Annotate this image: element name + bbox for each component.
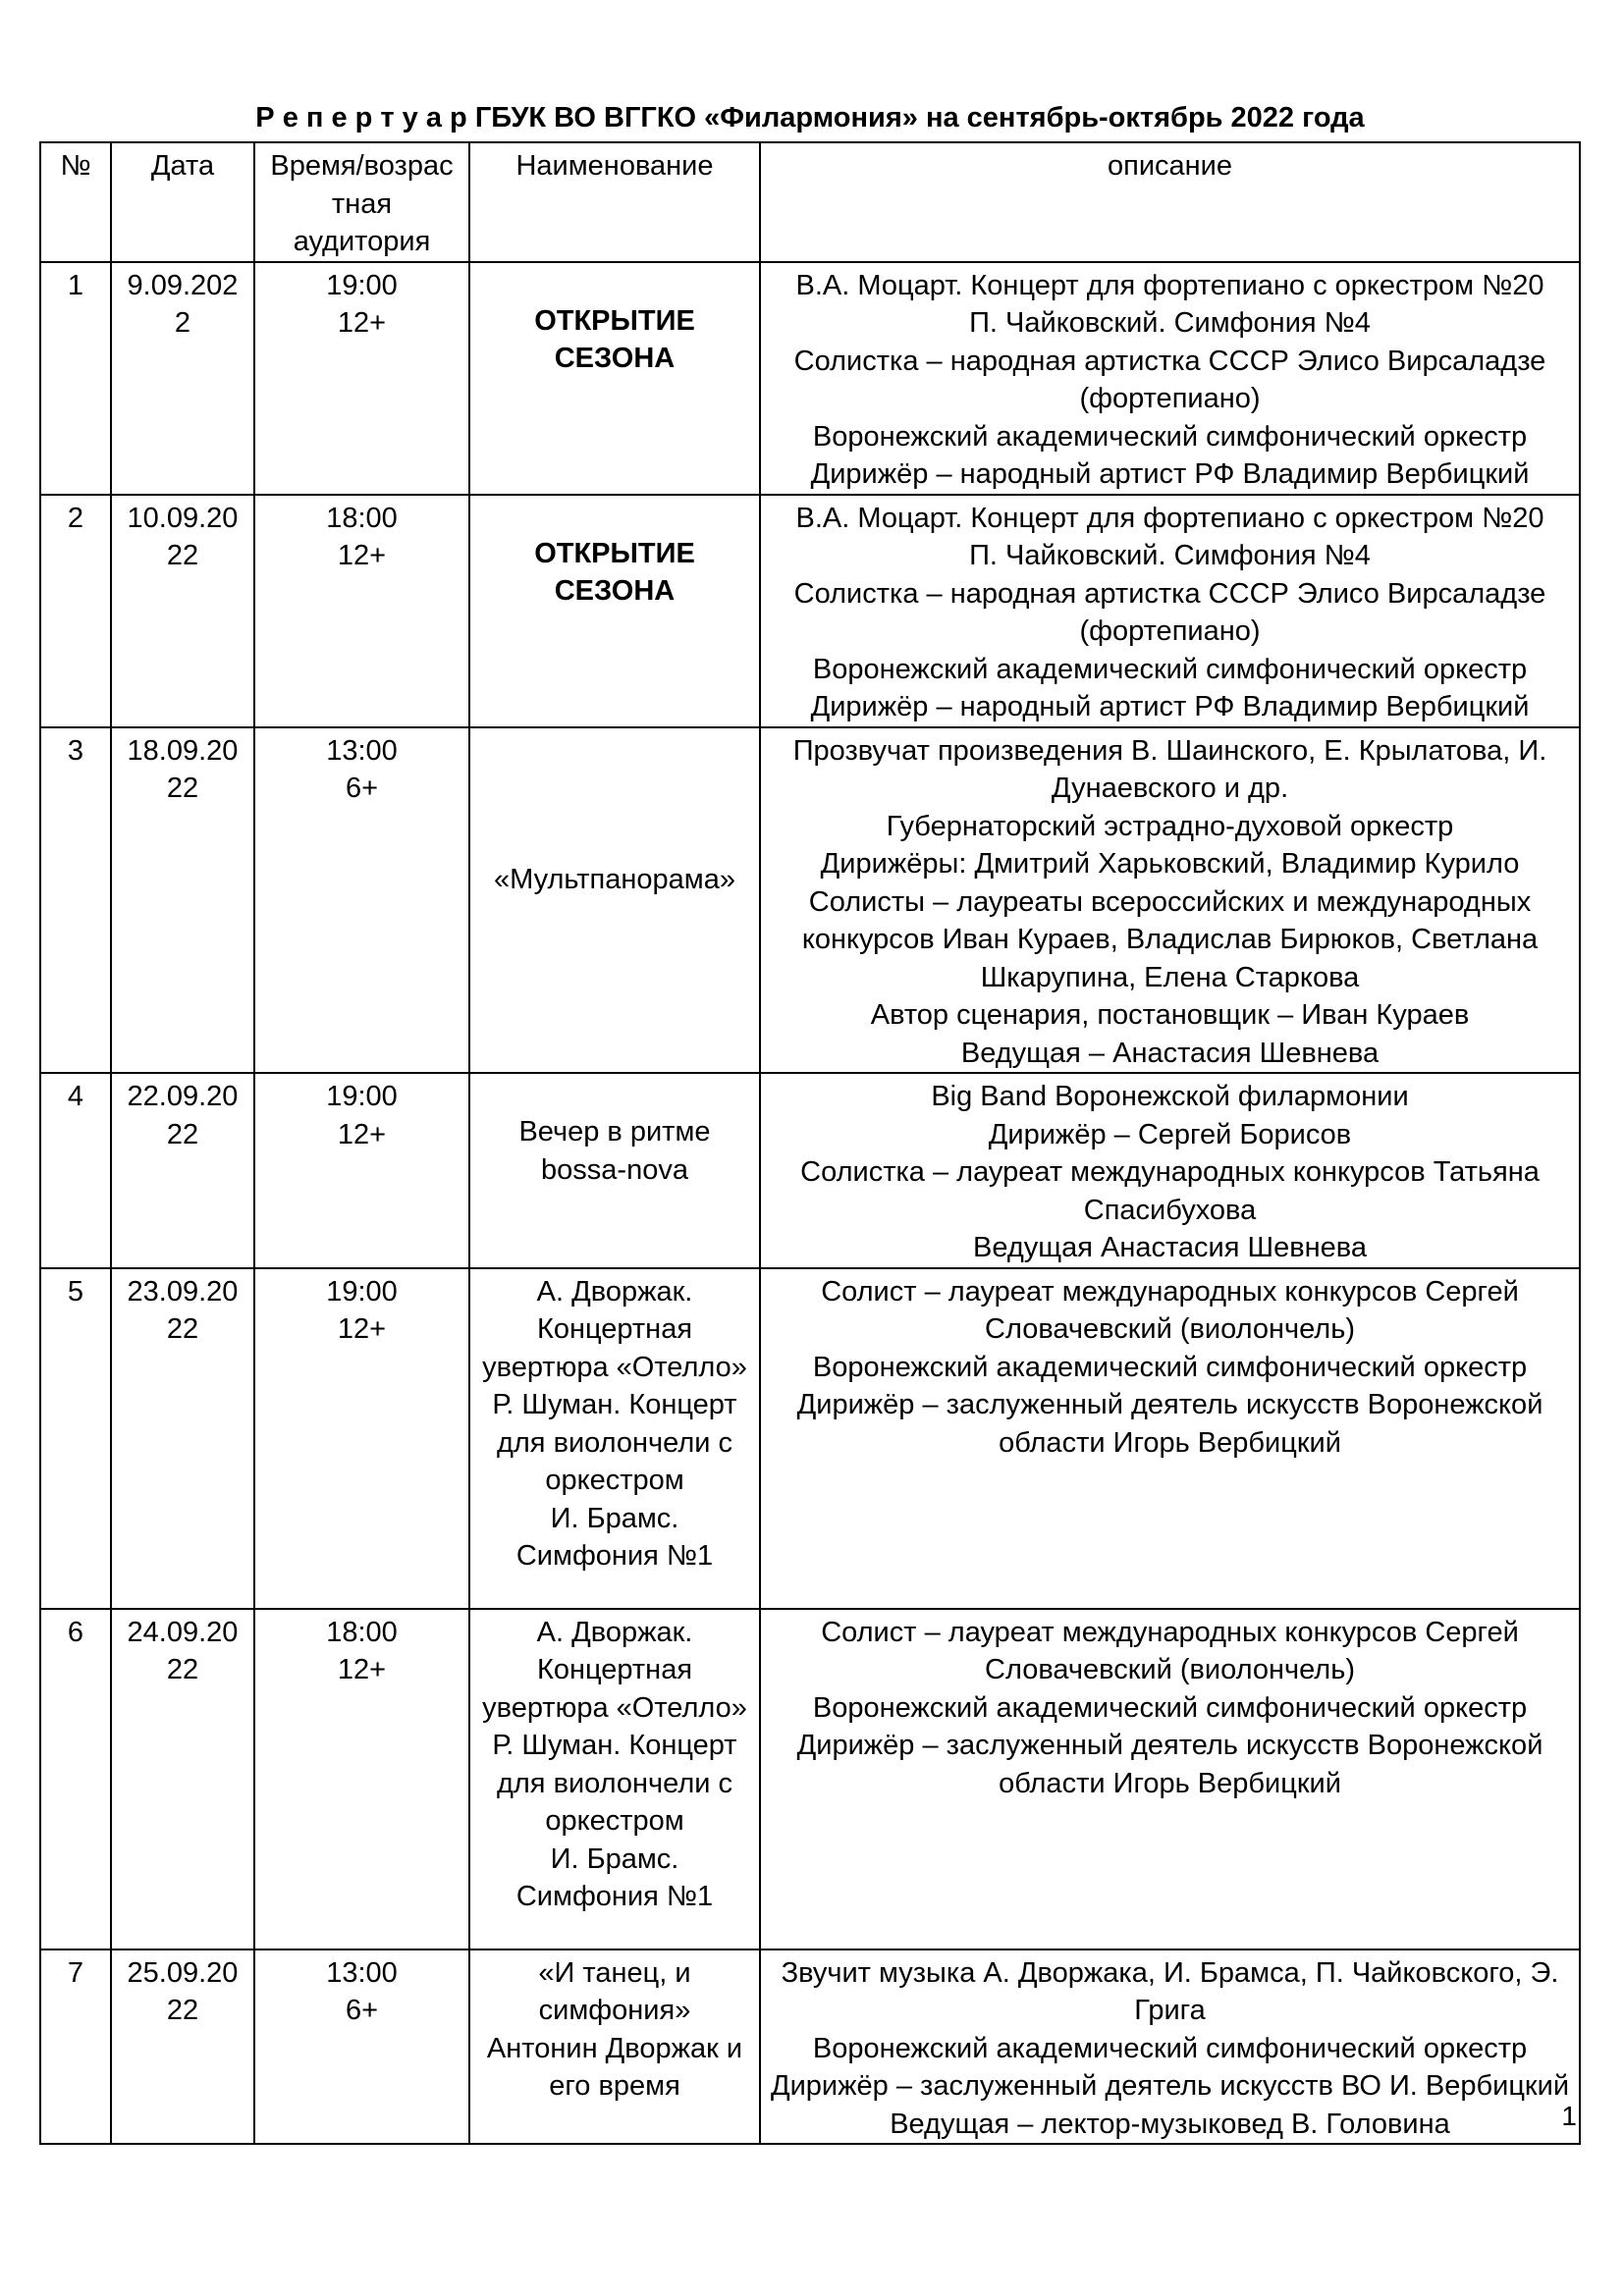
time-line: 18:00 xyxy=(326,1616,398,1648)
header-date: Дата xyxy=(111,142,254,262)
date-cell xyxy=(111,262,254,495)
event-name-line: Антонин Дворжак и xyxy=(486,2032,743,2064)
time-line: 18:00 xyxy=(326,502,398,534)
event-name-line: Симфония №1 xyxy=(515,1540,714,1572)
date-line: 24.09.20 xyxy=(127,1616,239,1648)
time-age-cell xyxy=(254,1609,469,1949)
description-cell xyxy=(760,495,1580,727)
row-number-cell: 4 xyxy=(40,1073,111,1268)
event-name-line: bossa-nova xyxy=(541,1153,688,1186)
description-line: области Игорь Вербицкий xyxy=(999,1767,1341,1799)
event-name-line: Р. Шуман. Концерт xyxy=(492,1730,737,1761)
date-line: 22.09.20 xyxy=(127,1081,239,1112)
description-line: Ведущая – Анастасия Шевнева xyxy=(960,1037,1380,1069)
description-line: Воронежский академический симфонический оркестр xyxy=(812,420,1528,453)
row-number-cell: 3 xyxy=(40,727,111,1074)
header-name: Наименование xyxy=(469,142,760,262)
event-name-line: Концертная xyxy=(536,1313,693,1345)
event-name-cell xyxy=(469,1268,760,1609)
description-line: Шкарупина, Елена Старкова xyxy=(980,961,1360,993)
description-line: Дирижёр – заслуженный деятель искусств Воронежской xyxy=(796,1389,1543,1420)
date-cell xyxy=(111,1073,254,1268)
event-name-line: И. Брамс. xyxy=(550,1502,679,1534)
date-line: 2 xyxy=(174,307,191,339)
description-cell xyxy=(760,262,1580,495)
description-line: Солистка – народная артистка СССР Элисо Вирсаладзе xyxy=(793,345,1546,377)
event-name-line: А. Дворжак. xyxy=(536,1275,693,1308)
event-name-cell xyxy=(469,262,760,495)
row-number-cell: 7 xyxy=(40,1949,111,2145)
date-line: 25.09.20 xyxy=(127,1956,239,1989)
event-name-line: для виолончели с xyxy=(496,1426,733,1459)
date-cell xyxy=(111,495,254,727)
description-line: Автор сценария, постановщик – Иван Кураев xyxy=(870,999,1470,1031)
description-cell xyxy=(760,1609,1580,1949)
time-line: 13:00 xyxy=(326,1956,398,1989)
date-line: 22 xyxy=(166,540,199,571)
time-line: 13:00 xyxy=(326,734,398,767)
description-line: Воронежский академический симфонический оркестр xyxy=(812,2032,1528,2064)
description-line: Прозвучат произведения В. Шаинского, Е. Крылатова, И. xyxy=(792,734,1547,767)
time-line: 12+ xyxy=(337,540,387,571)
header-num: № xyxy=(40,142,111,262)
event-name-line: СЕЗОНА xyxy=(554,575,676,607)
description-line: Воронежский академический симфонический оркестр xyxy=(812,653,1528,685)
table-row xyxy=(40,262,1580,495)
event-name-line: увертюра «Отелло» xyxy=(482,1691,747,1724)
date-line: 22 xyxy=(166,1118,199,1150)
table-row xyxy=(40,495,1580,727)
description-line: Дирижёр – заслуженный деятель искусств ВО И. Вербицкий xyxy=(770,2070,1570,2102)
event-name-line: его время xyxy=(549,2070,680,2102)
time-line: 6+ xyxy=(345,1995,379,2026)
row-number-cell: 2 xyxy=(40,495,111,727)
description-line: Словачевский (виолончель) xyxy=(985,1654,1355,1685)
event-name-line: И. Брамс. xyxy=(550,1842,679,1875)
description-line: Дирижёр – народный артист РФ Владимир Вербицкий xyxy=(810,458,1530,490)
description-line: конкурсов Иван Кураев, Владислав Бирюков, Светлана xyxy=(801,924,1539,955)
time-age-cell xyxy=(254,495,469,727)
description-line: Ведущая Анастасия Шевнева xyxy=(972,1232,1367,1263)
header-time-line: Время/возрас xyxy=(270,150,454,182)
description-line: Big Band Воронежской филармонии xyxy=(931,1081,1409,1112)
table-row xyxy=(40,1268,1580,1609)
time-line: 6+ xyxy=(345,773,379,804)
description-line: Солисты – лауреаты всероссийских и международных xyxy=(808,885,1532,918)
time-age-cell xyxy=(254,727,469,1074)
event-name-cell xyxy=(469,1073,760,1268)
description-line: Дунаевского и др. xyxy=(1051,773,1289,804)
description-line: Солист – лауреат международных конкурсов Сергей xyxy=(821,1616,1519,1648)
event-name-line: симфония» xyxy=(538,1995,691,2026)
event-name-line: Вечер в ритме xyxy=(518,1116,711,1148)
event-name-cell xyxy=(469,495,760,727)
time-line: 12+ xyxy=(337,1654,387,1685)
header-time xyxy=(254,142,469,262)
date-cell xyxy=(111,727,254,1074)
event-name-line: для виолончели с xyxy=(496,1767,733,1799)
event-name-line: «Мультпанорама» xyxy=(494,863,735,895)
description-line: (фортепиано) xyxy=(1079,615,1261,647)
date-line: 23.09.20 xyxy=(127,1275,239,1308)
event-name-line: «И танец, и xyxy=(538,1956,691,1989)
row-number-cell: 5 xyxy=(40,1268,111,1609)
description-cell xyxy=(760,1073,1580,1268)
time-age-cell xyxy=(254,262,469,495)
row-number-cell: 6 xyxy=(40,1609,111,1949)
date-line: 22 xyxy=(166,1654,199,1685)
description-line: Звучит музыка А. Дворжака, И. Брамса, П. Чайковского, Э. xyxy=(781,1956,1559,1989)
time-age-cell xyxy=(254,1268,469,1609)
event-name-line: ОТКРЫТИЕ xyxy=(534,304,695,337)
date-line: 22 xyxy=(166,1313,199,1345)
description-line: Дирижёры: Дмитрий Харьковский, Владимир Курило xyxy=(820,848,1520,880)
description-line: В.А. Моцарт. Концерт для фортепиано с оркестром №20 xyxy=(795,269,1544,301)
time-line: 12+ xyxy=(337,1118,387,1150)
header-time-line: аудитория xyxy=(293,226,431,257)
event-name-line: ОТКРЫТИЕ xyxy=(534,537,695,569)
event-name-cell xyxy=(469,1609,760,1949)
table-header-row xyxy=(40,142,1580,262)
description-line: Дирижёр – Сергей Борисов xyxy=(988,1118,1352,1150)
event-name-line: Концертная xyxy=(536,1654,693,1685)
description-line: Солистка – лауреат международных конкурсов Татьяна xyxy=(800,1156,1540,1188)
table-row xyxy=(40,727,1580,1074)
date-cell xyxy=(111,1609,254,1949)
event-name-line: оркестром xyxy=(545,1465,684,1496)
date-line: 18.09.20 xyxy=(127,734,239,767)
table-row xyxy=(40,1949,1580,2145)
date-cell xyxy=(111,1268,254,1609)
event-name-cell xyxy=(469,727,760,1074)
description-line: П. Чайковский. Симфония №4 xyxy=(969,540,1371,571)
repertoire-table xyxy=(39,141,1581,2145)
event-name-line: Р. Шуман. Концерт xyxy=(492,1389,737,1420)
description-line: Воронежский академический симфонический оркестр xyxy=(812,1691,1528,1724)
row-number-cell: 1 xyxy=(40,262,111,495)
date-line: 9.09.202 xyxy=(127,269,239,301)
description-line: Ведущая – лектор-музыковед В. Головина xyxy=(890,2108,1450,2140)
time-age-cell xyxy=(254,1949,469,2145)
description-line: Спасибухова xyxy=(1083,1194,1257,1226)
table-row xyxy=(40,1609,1580,1949)
table-row xyxy=(40,1073,1580,1268)
description-line: В.А. Моцарт. Концерт для фортепиано с оркестром №20 xyxy=(795,502,1544,534)
description-cell xyxy=(760,727,1580,1074)
time-line: 12+ xyxy=(337,1313,387,1345)
time-line: 19:00 xyxy=(326,1081,398,1112)
description-cell xyxy=(760,1949,1580,2145)
event-name-line: Симфония №1 xyxy=(515,1881,714,1912)
time-line: 12+ xyxy=(337,307,387,339)
date-line: 10.09.20 xyxy=(127,502,239,534)
event-name-line: оркестром xyxy=(545,1805,684,1837)
description-line: П. Чайковский. Симфония №4 xyxy=(969,307,1371,339)
description-line: Словачевский (виолончель) xyxy=(985,1313,1355,1345)
description-line: Воронежский академический симфонический оркестр xyxy=(812,1351,1528,1383)
description-line: Солистка – народная артистка СССР Элисо Вирсаладзе xyxy=(793,577,1546,610)
date-cell xyxy=(111,1949,254,2145)
description-line: Дирижёр – заслуженный деятель искусств Воронежской xyxy=(796,1730,1543,1761)
time-line: 19:00 xyxy=(326,1275,398,1308)
description-line: Дирижёр – народный артист РФ Владимир Вербицкий xyxy=(810,691,1530,722)
description-line: (фортепиано) xyxy=(1079,383,1261,414)
event-name-line: А. Дворжак. xyxy=(536,1616,693,1648)
event-name-line: увертюра «Отелло» xyxy=(482,1351,747,1383)
event-name-line: СЕЗОНА xyxy=(554,343,676,374)
page-title: Р е п е р т у а р ГБУК ВО ВГГКО «Филармония» на сентябрь-октябрь 2022 года xyxy=(255,102,1365,133)
time-line: 19:00 xyxy=(326,269,398,301)
date-line: 22 xyxy=(166,1995,199,2026)
description-line: Грига xyxy=(1134,1995,1206,2026)
page-number: 1 xyxy=(1561,2101,1577,2131)
header-time-line: тная xyxy=(331,187,393,220)
description-line: Солист – лауреат международных конкурсов Сергей xyxy=(821,1275,1519,1308)
description-line: области Игорь Вербицкий xyxy=(999,1426,1341,1459)
description-line: Губернаторский эстрадно-духовой оркестр xyxy=(886,810,1454,842)
description-cell xyxy=(760,1268,1580,1609)
event-name-cell xyxy=(469,1949,760,2145)
header-desc: описание xyxy=(760,142,1580,262)
date-line: 22 xyxy=(166,773,199,804)
time-age-cell xyxy=(254,1073,469,1268)
